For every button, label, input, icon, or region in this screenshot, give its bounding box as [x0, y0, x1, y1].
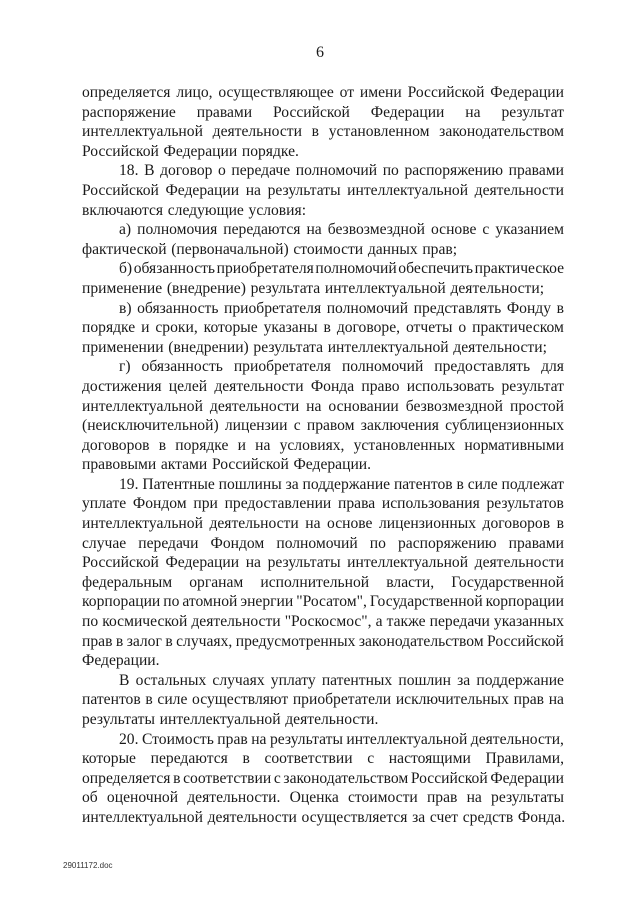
- word: передачи: [429, 613, 490, 631]
- word: в: [165, 632, 173, 650]
- word: соответствии: [183, 769, 272, 787]
- word: прав: [217, 730, 248, 748]
- word: интеллектуальной: [327, 338, 449, 356]
- word: сублицензионных: [445, 417, 564, 435]
- word: основании: [328, 397, 399, 415]
- word: интеллектуальной: [324, 279, 446, 297]
- word: с: [482, 221, 490, 239]
- word: Оценка: [289, 789, 339, 807]
- word: правами: [508, 162, 564, 180]
- text-line: [82, 671, 564, 691]
- word: в: [145, 691, 153, 709]
- word: Российской: [82, 181, 159, 199]
- word: атомной: [182, 593, 238, 611]
- word: лицензии: [224, 417, 288, 435]
- word: по: [163, 593, 180, 611]
- word: и: [237, 436, 246, 454]
- word: на: [548, 691, 564, 709]
- text-line: [82, 730, 564, 750]
- word: передаются: [223, 221, 301, 239]
- text-line: [82, 397, 564, 417]
- word: деятельности: [207, 808, 297, 826]
- word: также: [386, 613, 426, 631]
- word: а): [119, 221, 132, 239]
- word: полномочий: [276, 534, 358, 552]
- word: приобретателя: [216, 260, 314, 278]
- word: на: [306, 397, 322, 415]
- word: обязанность: [133, 260, 216, 278]
- word: использования: [381, 495, 480, 513]
- word: Фондом: [210, 534, 265, 552]
- word: приобретатели: [292, 691, 392, 709]
- word: за: [285, 475, 299, 493]
- word: результат: [501, 377, 564, 395]
- text-line: [82, 318, 564, 338]
- word: силе: [467, 475, 498, 493]
- word: "Росатом",: [296, 593, 367, 611]
- word: г): [119, 358, 131, 376]
- word: результат: [501, 103, 564, 121]
- word: интеллектуальной: [347, 181, 469, 199]
- word: указанием: [495, 221, 564, 239]
- word: 19.: [119, 475, 139, 493]
- word: передачи: [138, 534, 199, 552]
- word: достижения: [82, 377, 162, 395]
- word: данных: [367, 240, 418, 258]
- text-line: [82, 181, 564, 201]
- word: результаты: [267, 181, 341, 199]
- word: условия:: [248, 201, 307, 219]
- word: на: [251, 730, 267, 748]
- word: прав: [82, 632, 113, 650]
- word: передаче: [231, 162, 291, 180]
- word: 20.: [119, 730, 139, 748]
- text-line: [82, 573, 564, 593]
- text-line: [82, 416, 564, 436]
- word: залог: [126, 632, 162, 650]
- word: Стоимость: [141, 730, 214, 748]
- word: использовать: [406, 377, 495, 395]
- text-line: [82, 475, 564, 495]
- word: обязанность: [137, 299, 219, 317]
- word: результаты: [267, 554, 341, 572]
- word: в: [556, 299, 564, 317]
- word: результата: [250, 279, 321, 297]
- word: определяется: [82, 769, 171, 787]
- word: договоров: [482, 515, 551, 533]
- word: космической: [102, 613, 188, 631]
- word: сроки,: [155, 319, 198, 337]
- word: результата: [253, 338, 324, 356]
- word: договоре,: [336, 319, 401, 337]
- text-line: [82, 220, 564, 240]
- word: приобретателя: [233, 358, 331, 376]
- footer-filename: 29011172.doc: [63, 861, 113, 870]
- text-line: [82, 808, 564, 828]
- text-line: [82, 749, 564, 769]
- word: правами: [196, 103, 253, 121]
- word: деятельности,: [470, 730, 564, 748]
- word: (первоначальной): [171, 240, 289, 258]
- text-line: [82, 455, 564, 475]
- word: по: [382, 162, 399, 180]
- word: поддержание: [302, 475, 391, 493]
- word: обязанность: [141, 358, 223, 376]
- word: федеральным: [82, 573, 173, 591]
- word: с: [273, 769, 281, 787]
- word: Федерации: [165, 554, 240, 572]
- word: Федерации.: [293, 456, 372, 474]
- word: деятельности: [474, 554, 564, 572]
- word: права: [338, 495, 376, 513]
- word: на: [245, 554, 261, 572]
- word: которые: [82, 750, 136, 768]
- text-line: [82, 279, 564, 299]
- word: интеллектуальной: [159, 711, 281, 728]
- word: средств: [462, 808, 514, 826]
- word: Федерации: [490, 84, 564, 101]
- word: по: [369, 534, 386, 552]
- word: передаются: [150, 750, 228, 768]
- text-line: [82, 122, 564, 142]
- word: Фонду: [506, 299, 552, 317]
- word: которые: [203, 319, 258, 337]
- word: условиях,: [279, 436, 345, 454]
- word: деятельности;: [453, 338, 547, 356]
- word: лицензионных: [379, 515, 477, 533]
- text-line: [82, 651, 564, 671]
- word: прав;: [422, 240, 458, 258]
- text-line: [82, 553, 564, 573]
- word: стоимости: [347, 789, 418, 807]
- word: установленном: [328, 123, 430, 141]
- text-line: [82, 357, 564, 377]
- word: о: [218, 162, 226, 180]
- word: деятельности;: [450, 279, 545, 297]
- word: простой: [509, 397, 564, 415]
- word: Государственной: [369, 593, 483, 611]
- word: порядке: [175, 436, 229, 454]
- text-line: [82, 103, 564, 123]
- word: патентов: [393, 475, 453, 493]
- word: пошлины: [218, 475, 282, 493]
- word: патентов: [82, 691, 141, 709]
- word: в: [115, 632, 124, 650]
- word: Федерации.: [82, 652, 160, 670]
- word: на: [306, 221, 322, 239]
- word: прав: [426, 789, 458, 807]
- word: порядке.: [241, 142, 299, 160]
- word: (неисключительной): [82, 417, 219, 435]
- text-line: [82, 377, 564, 397]
- word: с: [367, 750, 375, 768]
- word: исключительных: [395, 691, 509, 709]
- word: обеспечить: [398, 260, 474, 278]
- word: право: [361, 377, 400, 395]
- word: подлежат: [501, 475, 564, 493]
- word: полномочий: [341, 358, 424, 376]
- word: предоставлять: [434, 358, 531, 376]
- text-line: [82, 161, 564, 181]
- word: Фонда.: [517, 808, 566, 826]
- word: заключения: [360, 417, 439, 435]
- word: Российской: [407, 84, 485, 101]
- text-line: [82, 338, 564, 358]
- word: результатов: [486, 495, 564, 513]
- word: в: [323, 319, 331, 337]
- word: Федерации: [165, 181, 240, 199]
- word: (внедрение): [166, 279, 246, 297]
- word: по: [82, 613, 99, 631]
- word: деятельности: [191, 613, 281, 631]
- word: осуществляется: [301, 808, 408, 826]
- word: законодательством: [439, 123, 564, 141]
- text-line: [82, 436, 564, 456]
- word: установленных: [353, 436, 456, 454]
- word: деятельности: [212, 123, 302, 141]
- word: полномочий: [315, 260, 397, 278]
- word: в: [173, 769, 181, 787]
- document-body: [82, 83, 564, 828]
- word: пошлин: [398, 671, 451, 689]
- word: о: [458, 319, 467, 337]
- word: осуществляющее: [218, 84, 334, 101]
- word: об: [82, 789, 98, 807]
- word: целей: [168, 377, 208, 395]
- word: органам: [189, 573, 244, 591]
- word: распоряжение: [82, 103, 176, 121]
- word: прав: [513, 691, 545, 709]
- word: стоимости: [293, 240, 364, 258]
- word: в): [119, 299, 132, 317]
- word: деятельности: [209, 515, 299, 533]
- word: практическом: [472, 319, 564, 337]
- word: Российской: [273, 103, 350, 121]
- word: счет: [429, 808, 459, 826]
- text-line: [82, 534, 564, 554]
- word: Российской: [410, 769, 488, 787]
- word: на: [465, 103, 481, 121]
- text-line: [82, 769, 564, 789]
- word: договор: [160, 162, 213, 180]
- word: предусмотренных: [235, 632, 356, 650]
- word: деятельности: [214, 377, 304, 395]
- word: поддержание: [476, 671, 564, 689]
- word: Федерации: [370, 103, 445, 121]
- word: Российской: [211, 456, 289, 474]
- word: В: [119, 671, 130, 689]
- word: а: [375, 613, 383, 631]
- word: деятельности.: [285, 711, 379, 728]
- word: при: [193, 495, 218, 513]
- word: случаях: [212, 671, 265, 689]
- word: включаются: [82, 201, 164, 219]
- word: фактической: [82, 240, 167, 258]
- word: результаты: [491, 789, 564, 807]
- text-line: [82, 710, 564, 730]
- word: на: [255, 436, 271, 454]
- word: правовыми: [82, 456, 157, 474]
- word: интеллектуальной: [82, 397, 203, 415]
- word: осуществляют: [192, 691, 289, 709]
- word: указаны: [263, 319, 318, 337]
- word: полномочий: [295, 162, 378, 180]
- word: Патентные: [142, 475, 215, 493]
- word: приобретателя: [223, 299, 322, 317]
- word: от: [339, 84, 355, 101]
- word: правами: [508, 534, 564, 552]
- word: корпорации: [485, 593, 564, 611]
- word: патентных: [321, 671, 393, 689]
- word: Российской: [82, 142, 159, 160]
- text-line: [82, 240, 564, 260]
- word: Фонда: [310, 377, 355, 395]
- word: на: [466, 789, 482, 807]
- word: интеллектуальной: [82, 515, 203, 533]
- word: власти,: [386, 573, 435, 591]
- text-line: [82, 632, 564, 652]
- word: интеллектуальной: [82, 808, 203, 826]
- word: лицо,: [176, 84, 213, 101]
- word: распоряжению: [397, 534, 497, 552]
- word: интеллектуальной: [82, 123, 203, 141]
- word: безвозмездной: [327, 221, 425, 239]
- text-line: [82, 690, 564, 710]
- word: порядке: [82, 319, 136, 337]
- word: деятельности: [474, 181, 564, 199]
- word: Фондом: [132, 495, 187, 513]
- word: законодательством: [283, 769, 409, 787]
- word: договоров: [82, 436, 150, 454]
- word: с: [293, 417, 301, 435]
- word: Федерации: [490, 769, 564, 787]
- word: в: [456, 475, 464, 493]
- word: правом: [306, 417, 355, 435]
- word: предоставлении: [224, 495, 332, 513]
- word: имени: [359, 84, 402, 101]
- word: Российской: [487, 632, 564, 650]
- text-line: [82, 83, 564, 103]
- word: Российской: [82, 554, 159, 572]
- word: актами: [160, 456, 208, 474]
- word: следующие: [167, 201, 244, 219]
- word: 18.: [119, 162, 139, 180]
- word: применение: [82, 279, 163, 297]
- word: деятельности: [209, 397, 300, 415]
- word: остальных: [135, 671, 207, 689]
- word: интеллектуальной: [347, 554, 469, 572]
- word: за: [412, 808, 426, 826]
- word: корпорации: [82, 593, 161, 611]
- word: и: [141, 319, 150, 337]
- word: на: [305, 515, 321, 533]
- text-line: [82, 201, 564, 221]
- word: применении: [82, 338, 164, 356]
- word: в: [242, 750, 250, 768]
- word: случае: [82, 534, 127, 552]
- text-line: [82, 514, 564, 534]
- word: б): [119, 260, 133, 278]
- text-line: [82, 299, 564, 319]
- word: деятельности.: [187, 789, 281, 807]
- word: на: [245, 181, 261, 199]
- word: практическое: [474, 260, 564, 278]
- word: "Роскосмос",: [284, 613, 372, 631]
- word: определяется: [82, 84, 171, 101]
- text-line: [82, 612, 564, 632]
- word: настоящими: [388, 750, 471, 768]
- text-line: [82, 259, 564, 279]
- word: за: [457, 671, 471, 689]
- word: отчеты: [405, 319, 453, 337]
- word: исполнительной: [260, 573, 370, 591]
- word: в: [556, 515, 564, 533]
- word: основе: [327, 515, 373, 533]
- word: Государственной: [451, 573, 564, 591]
- word: для: [541, 358, 564, 376]
- word: результаты: [269, 730, 343, 748]
- word: энергии: [240, 593, 294, 611]
- text-line: [82, 592, 564, 612]
- word: силе: [157, 691, 188, 709]
- word: указанных: [493, 613, 564, 631]
- word: уплате: [82, 495, 127, 513]
- word: распоряжению: [404, 162, 504, 180]
- word: оценочной: [106, 789, 179, 807]
- word: (внедрении): [168, 338, 249, 356]
- word: случаях,: [176, 632, 233, 650]
- word: уплату: [270, 671, 316, 689]
- word: результаты: [82, 711, 155, 728]
- word: законодательством: [358, 632, 484, 650]
- word: нормативными: [464, 436, 564, 454]
- word: полномочий: [326, 299, 409, 317]
- word: полномочия: [137, 221, 218, 239]
- text-line: [82, 142, 564, 162]
- text-line: [82, 494, 564, 514]
- word: безвозмездной: [405, 397, 504, 415]
- word: Федерации: [163, 142, 238, 160]
- page-number: 6: [316, 44, 324, 61]
- word: представлять: [413, 299, 502, 317]
- word: основе: [430, 221, 477, 239]
- word: интеллектуальной: [346, 730, 468, 748]
- text-line: [82, 788, 564, 808]
- word: в: [311, 123, 320, 141]
- word: В: [144, 162, 155, 180]
- word: в: [158, 436, 167, 454]
- word: Правилами,: [485, 750, 564, 768]
- word: соответствии: [264, 750, 353, 768]
